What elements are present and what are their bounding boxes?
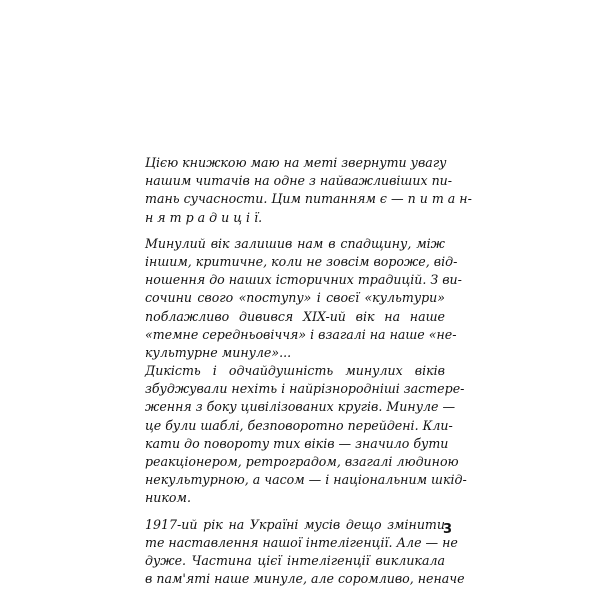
text-line: збуджували нехіть і найрізнородніші застере-	[145, 381, 465, 397]
text-line: іншим, критичне, коли не зовсім вороже, від-	[145, 253, 458, 269]
text-line: Минулий вік залишив нам в спадщину, між	[145, 235, 445, 251]
text-line: сочини свого «поступу» і своєї «культури»	[145, 290, 445, 306]
text-line: реакціонером, ретроградом, взагалі людиною	[145, 454, 459, 469]
page-number: 3	[443, 522, 453, 537]
text-line: 1917-ий рік на Україні мусів дещо змінити	[145, 516, 445, 532]
text-line: нашим читачів на одне з найважливіших пи-	[145, 173, 453, 189]
text-line: некультурною, а часом — і національним шкід-	[145, 472, 467, 488]
paragraph-3	[145, 362, 467, 508]
text-line: в пам'яті наше минуле, але соромливо, неначе	[145, 571, 465, 587]
paragraph-gap	[145, 508, 445, 516]
text-line: Цією книжкою маю на меті звернути увагу	[145, 155, 447, 170]
paragraph-gap	[145, 227, 445, 235]
text-line: дуже. Частина цієї інтелігенції викликала	[145, 552, 445, 568]
text-line: це були шаблі, безповоротно перейдені. Кли-	[145, 417, 453, 433]
text-line: те наставлення нашої інтелігенції. Але — не	[145, 534, 458, 550]
text-line: Дикість і одчайдушність минулих віків	[145, 363, 445, 379]
text-line: «темне середньовіччя» і взагалі на наше «не-	[145, 326, 457, 342]
paragraph-2	[145, 235, 462, 362]
paragraph-1	[145, 154, 472, 227]
text-line: н я т р а д и ц і ї.	[145, 209, 263, 225]
text-line: кати до повороту тих віків — значило бути	[145, 435, 449, 451]
paragraph-4	[145, 516, 465, 589]
text-line: тань сучасности. Цим питанням є — п и т а н-	[145, 191, 472, 207]
text-line: ношення до наших історичних традицій. З ви-	[145, 272, 462, 288]
body-text	[145, 154, 472, 588]
text-line: ником.	[145, 490, 191, 506]
text-line: культурне минуле»...	[145, 344, 292, 360]
text-line: поблажливо дивився XIX-ий вік на наше	[145, 308, 445, 324]
text-line: ження з боку цивілізованих кругів. Минуле —	[145, 399, 456, 415]
